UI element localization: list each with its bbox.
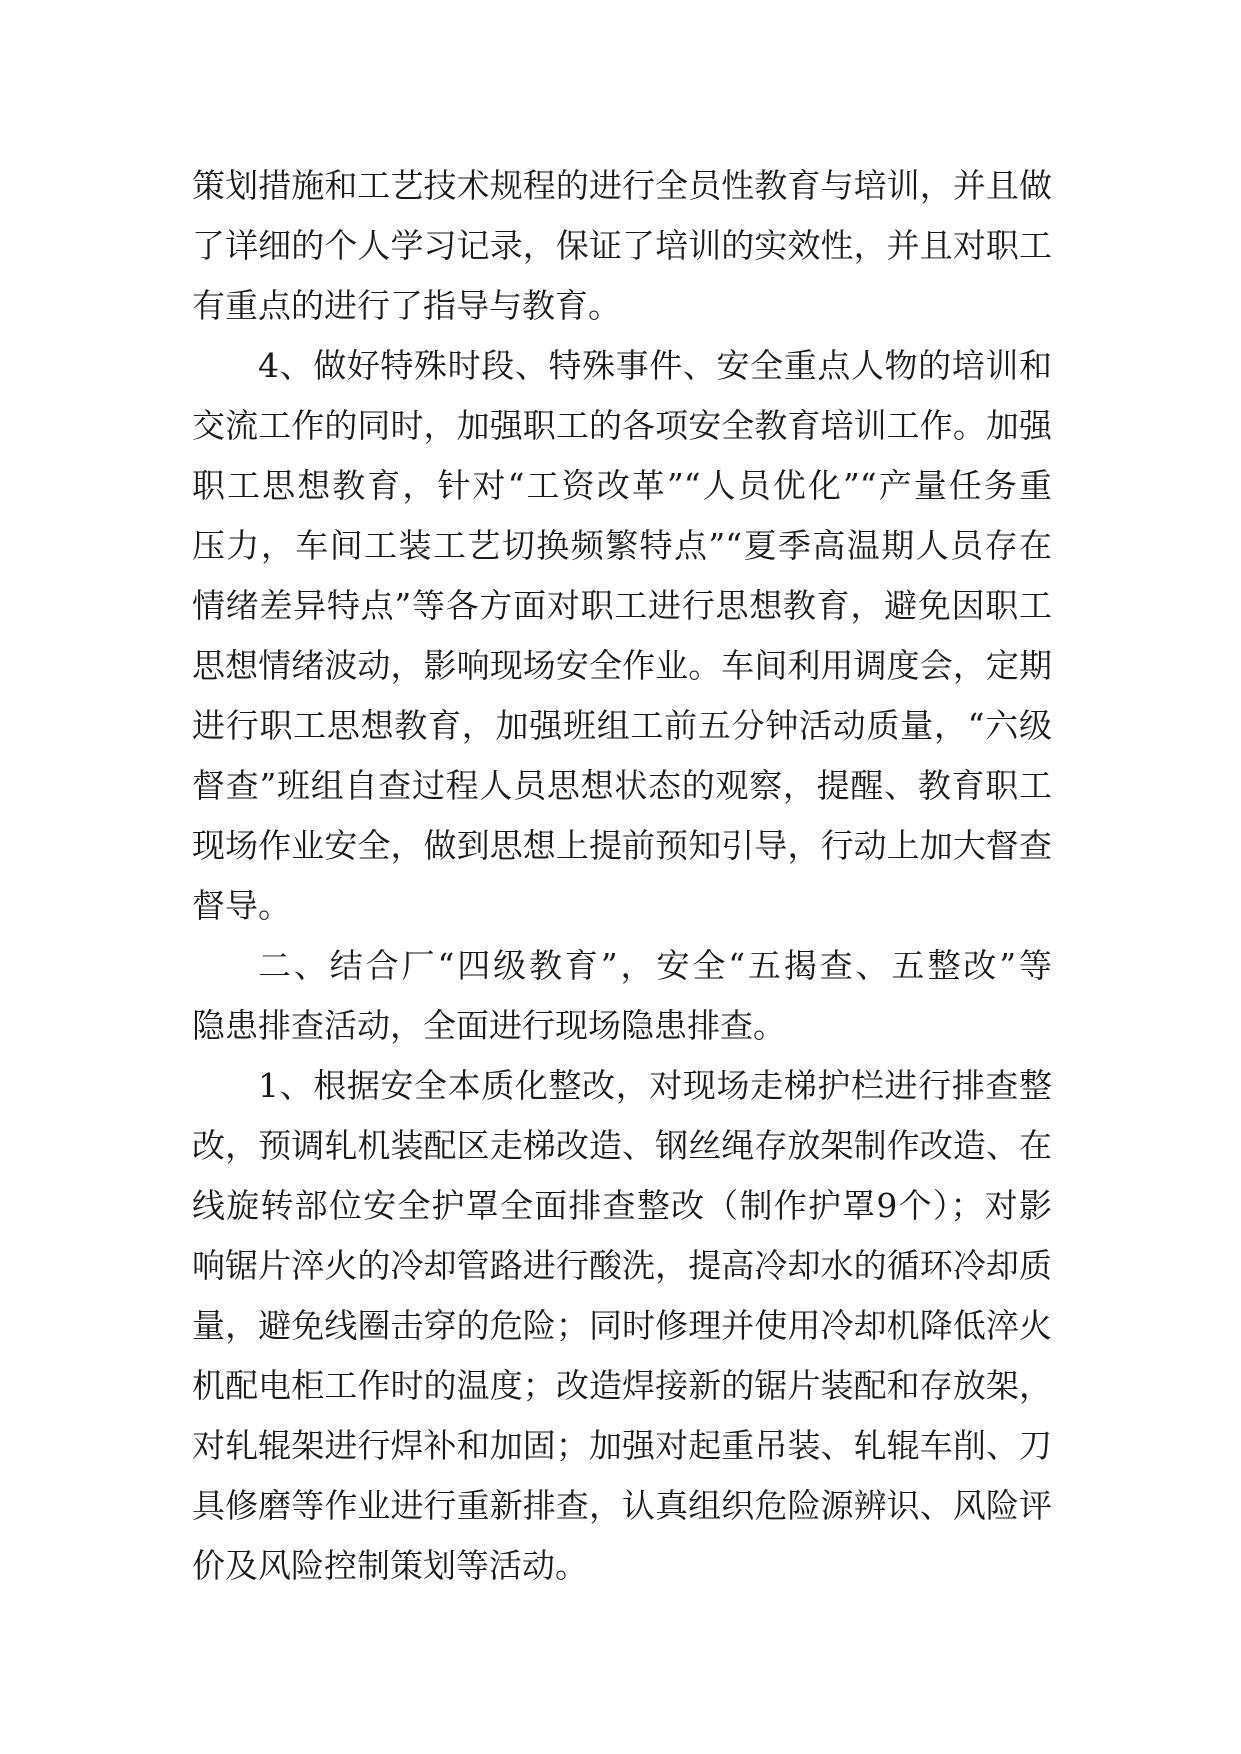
text-line: 改，预调轧机装配区走梯改造、钢丝绳存放架制作改造、在 xyxy=(192,1126,1052,1165)
text-line: 了详细的个人学习记录，保证了培训的实效性，并且对职工 xyxy=(192,226,1052,265)
text-line: 职工思想教育，针对“工资改革”“人员优化”“产量任务重 xyxy=(192,466,1052,505)
text-line: 对轧辊架进行焊补和加固；加强对起重吊装、轧辊车削、刀 xyxy=(192,1426,1052,1465)
text-line: 交流工作的同时，加强职工的各项安全教育培训工作。加强 xyxy=(192,406,1052,445)
text-line: 机配电柜工作时的温度；改造焊接新的锯片装配和存放架， xyxy=(192,1366,1052,1405)
text-line: 督导。 xyxy=(192,886,291,925)
text-line: 量，避免线圈击穿的危险；同时修理并使用冷却机降低淬火 xyxy=(192,1306,1052,1345)
body-text xyxy=(192,156,1052,1596)
section-heading-line: 二、结合厂“四级教育”，安全“五揭查、五整改”等 xyxy=(258,946,1052,985)
text-line: 响锯片淬火的冷却管路进行酸洗，提高冷却水的循环冷却质 xyxy=(192,1246,1052,1285)
text-line: 现场作业安全，做到思想上提前预知引导，行动上加大督查 xyxy=(192,826,1052,865)
text-line: 进行职工思想教育，加强班组工前五分钟活动质量，“六级 xyxy=(192,706,1052,745)
paragraph-start-line: 4、做好特殊时段、特殊事件、安全重点人物的培训和 xyxy=(258,346,1052,385)
text-line: 隐患排查活动，全面进行现场隐患排查。 xyxy=(192,1006,786,1045)
text-line: 督查”班组自查过程人员思想状态的观察，提醒、教育职工 xyxy=(192,766,1052,805)
text-line: 线旋转部位安全护罩全面排查整改（制作护罩9个）；对影 xyxy=(192,1186,1052,1225)
text-line: 具修磨等作业进行重新排查，认真组织危险源辨识、风险评 xyxy=(192,1486,1052,1525)
text-line: 思想情绪波动，影响现场安全作业。车间利用调度会，定期 xyxy=(192,646,1052,685)
text-line: 有重点的进行了指导与教育。 xyxy=(192,286,621,325)
paragraph-start-line: 1、根据安全本质化整改，对现场走梯护栏进行排查整 xyxy=(258,1066,1052,1105)
text-line: 压力，车间工装工艺切换频繁特点”“夏季高温期人员存在 xyxy=(192,526,1052,565)
text-line: 情绪差异特点”等各方面对职工进行思想教育，避免因职工 xyxy=(192,586,1052,625)
text-line: 价及风险控制策划等活动。 xyxy=(192,1546,588,1585)
text-line: 策划措施和工艺技术规程的进行全员性教育与培训，并且做 xyxy=(192,166,1052,205)
